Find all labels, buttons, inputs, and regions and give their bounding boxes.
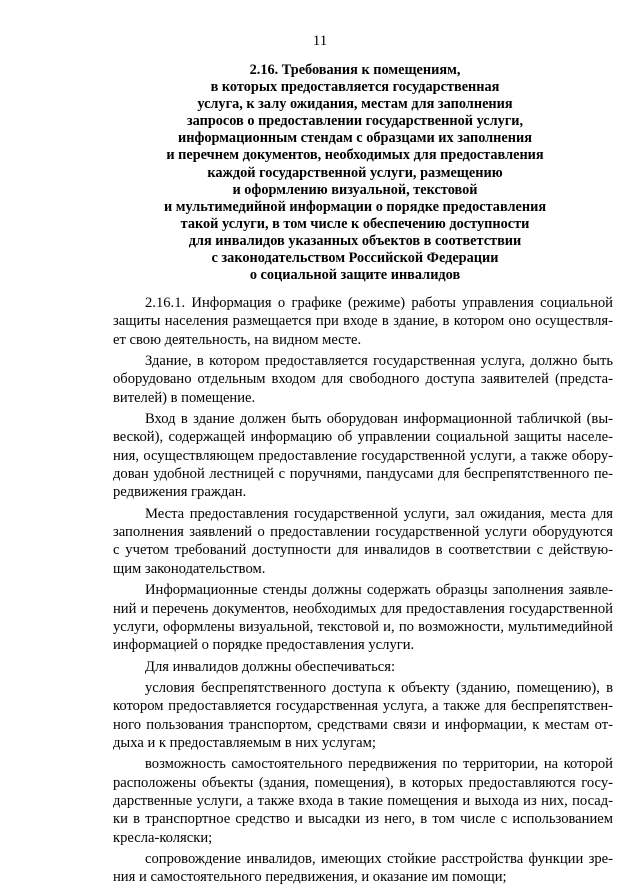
text-line: дован удобной лестницей с поручнями, пандусами для беспрепятственного пе- [113, 466, 613, 483]
text-line: 2.16.1. Информация о графике (режиме) работы управления социальной [145, 295, 613, 311]
text-line: Вход в здание должен быть оборудован информационной табличкой (вы- [145, 411, 613, 428]
text-line: ния, осуществляющем предоставление государственной услуги, а также обору- [113, 447, 613, 464]
heading-line: услуга, к залу ожидания, местам для заполнения [197, 96, 513, 113]
heading-line: и мультимедийной информации о порядке предоставления [163, 198, 547, 215]
text-line: ний и перечень документов, необходимых для предоставления государственной [113, 600, 613, 617]
text-line: с учетом требований доступности для инвалидов в соответствии с действую- [113, 542, 613, 559]
heading-line: для инвалидов указанных объектов в соответствии [188, 232, 522, 249]
paragraph-escort [113, 850, 613, 887]
text-line: веской), содержащей информацию об управлении социальной защиты населе- [113, 429, 613, 446]
text-line: ет свою деятельность, на видном месте. [113, 331, 362, 348]
text-line: ки в транспортное средство и высадки из него, в том числе с использованием [113, 811, 613, 828]
text-line: дыха и к предоставляемым в них услугам; [113, 734, 376, 751]
body-text [113, 294, 613, 890]
heading-line: о социальной защите инвалидов [249, 267, 461, 284]
text-line: дарственные услуги, а также входа в такие помещения и выхода из них, посад- [113, 792, 613, 809]
paragraph-access-conditions [113, 679, 613, 752]
text-line: Информационные стенды должны содержать образцы заполнения заявле- [145, 582, 613, 599]
text-line: расположены объекты (здания, помещения), в которых предоставляются госу- [113, 774, 613, 791]
heading-line: информационным стендам с образцами их заполнения [178, 130, 532, 147]
heading-line: и оформлению визуальной, текстовой [232, 181, 478, 198]
paragraph-schedule-info [113, 294, 613, 349]
text-line: щим законодательством. [113, 560, 266, 577]
text-line: ния и самостоятельного передвижения, и оказание им помощи; [113, 869, 507, 886]
text-line: оборудовано отдельным входом для свободного доступа заявителей (предста- [113, 371, 613, 388]
text-line: условия беспрепятственного доступа к объекту (зданию, помещению), в [145, 679, 613, 696]
text-line: информацией о порядке предоставления услуги. [113, 637, 415, 654]
text-line: Здание, в котором предоставляется государственная услуга, должно быть [145, 353, 613, 370]
heading-line: с законодательством Российской Федерации [211, 250, 499, 267]
paragraph-service-places [113, 505, 613, 578]
text-line: сопровождение инвалидов, имеющих стойкие расстройства функции зре- [145, 850, 613, 867]
text-line: ного пользования транспортом, средствами связи и информации, к местам от- [113, 716, 613, 733]
heading-line: такой услуги, в том числе к обеспечению доступности [180, 215, 530, 232]
text-line: заполнения заявлений о предоставлении государственной услуги оборудуются [113, 524, 613, 541]
text-line: Для инвалидов должны обеспечиваться: [145, 658, 396, 675]
paragraph-independent-movement [113, 755, 613, 847]
heading-line: 2.16. Требования к помещениям, [249, 62, 461, 78]
text-line: вителей) в помещение. [113, 389, 256, 406]
text-line: Места предоставления государственной услуги, зал ожидания, места для [145, 505, 613, 522]
text-line: кресла-коляски; [113, 829, 213, 846]
paragraph-disabled-intro [113, 658, 613, 676]
heading-line: каждой государственной услуги, размещению [207, 164, 503, 181]
text-line: котором предоставляется государственная услуга, а также для беспрепятствен- [113, 698, 613, 715]
heading-line: в которых предоставляется государственная [210, 79, 500, 96]
paragraph-entrance-sign [113, 410, 613, 502]
section-heading [105, 62, 605, 284]
text-line: редвижения граждан. [113, 484, 247, 501]
heading-line: и перечнем документов, необходимых для предоставления [166, 147, 544, 164]
page-number: 11 [312, 33, 328, 49]
heading-line: запросов о предоставлении государственной услуги, [186, 113, 524, 130]
paragraph-building-entrance [113, 352, 613, 407]
text-line: возможность самостоятельного передвижения по территории, на которой [145, 756, 613, 773]
paragraph-info-stands [113, 581, 613, 654]
text-line: услуги, оформлены визуальной, текстовой и, по возможности, мультимедийной [113, 618, 613, 635]
text-line: защиты населения размещается при входе в здание, в котором оно осуществля- [113, 313, 613, 330]
